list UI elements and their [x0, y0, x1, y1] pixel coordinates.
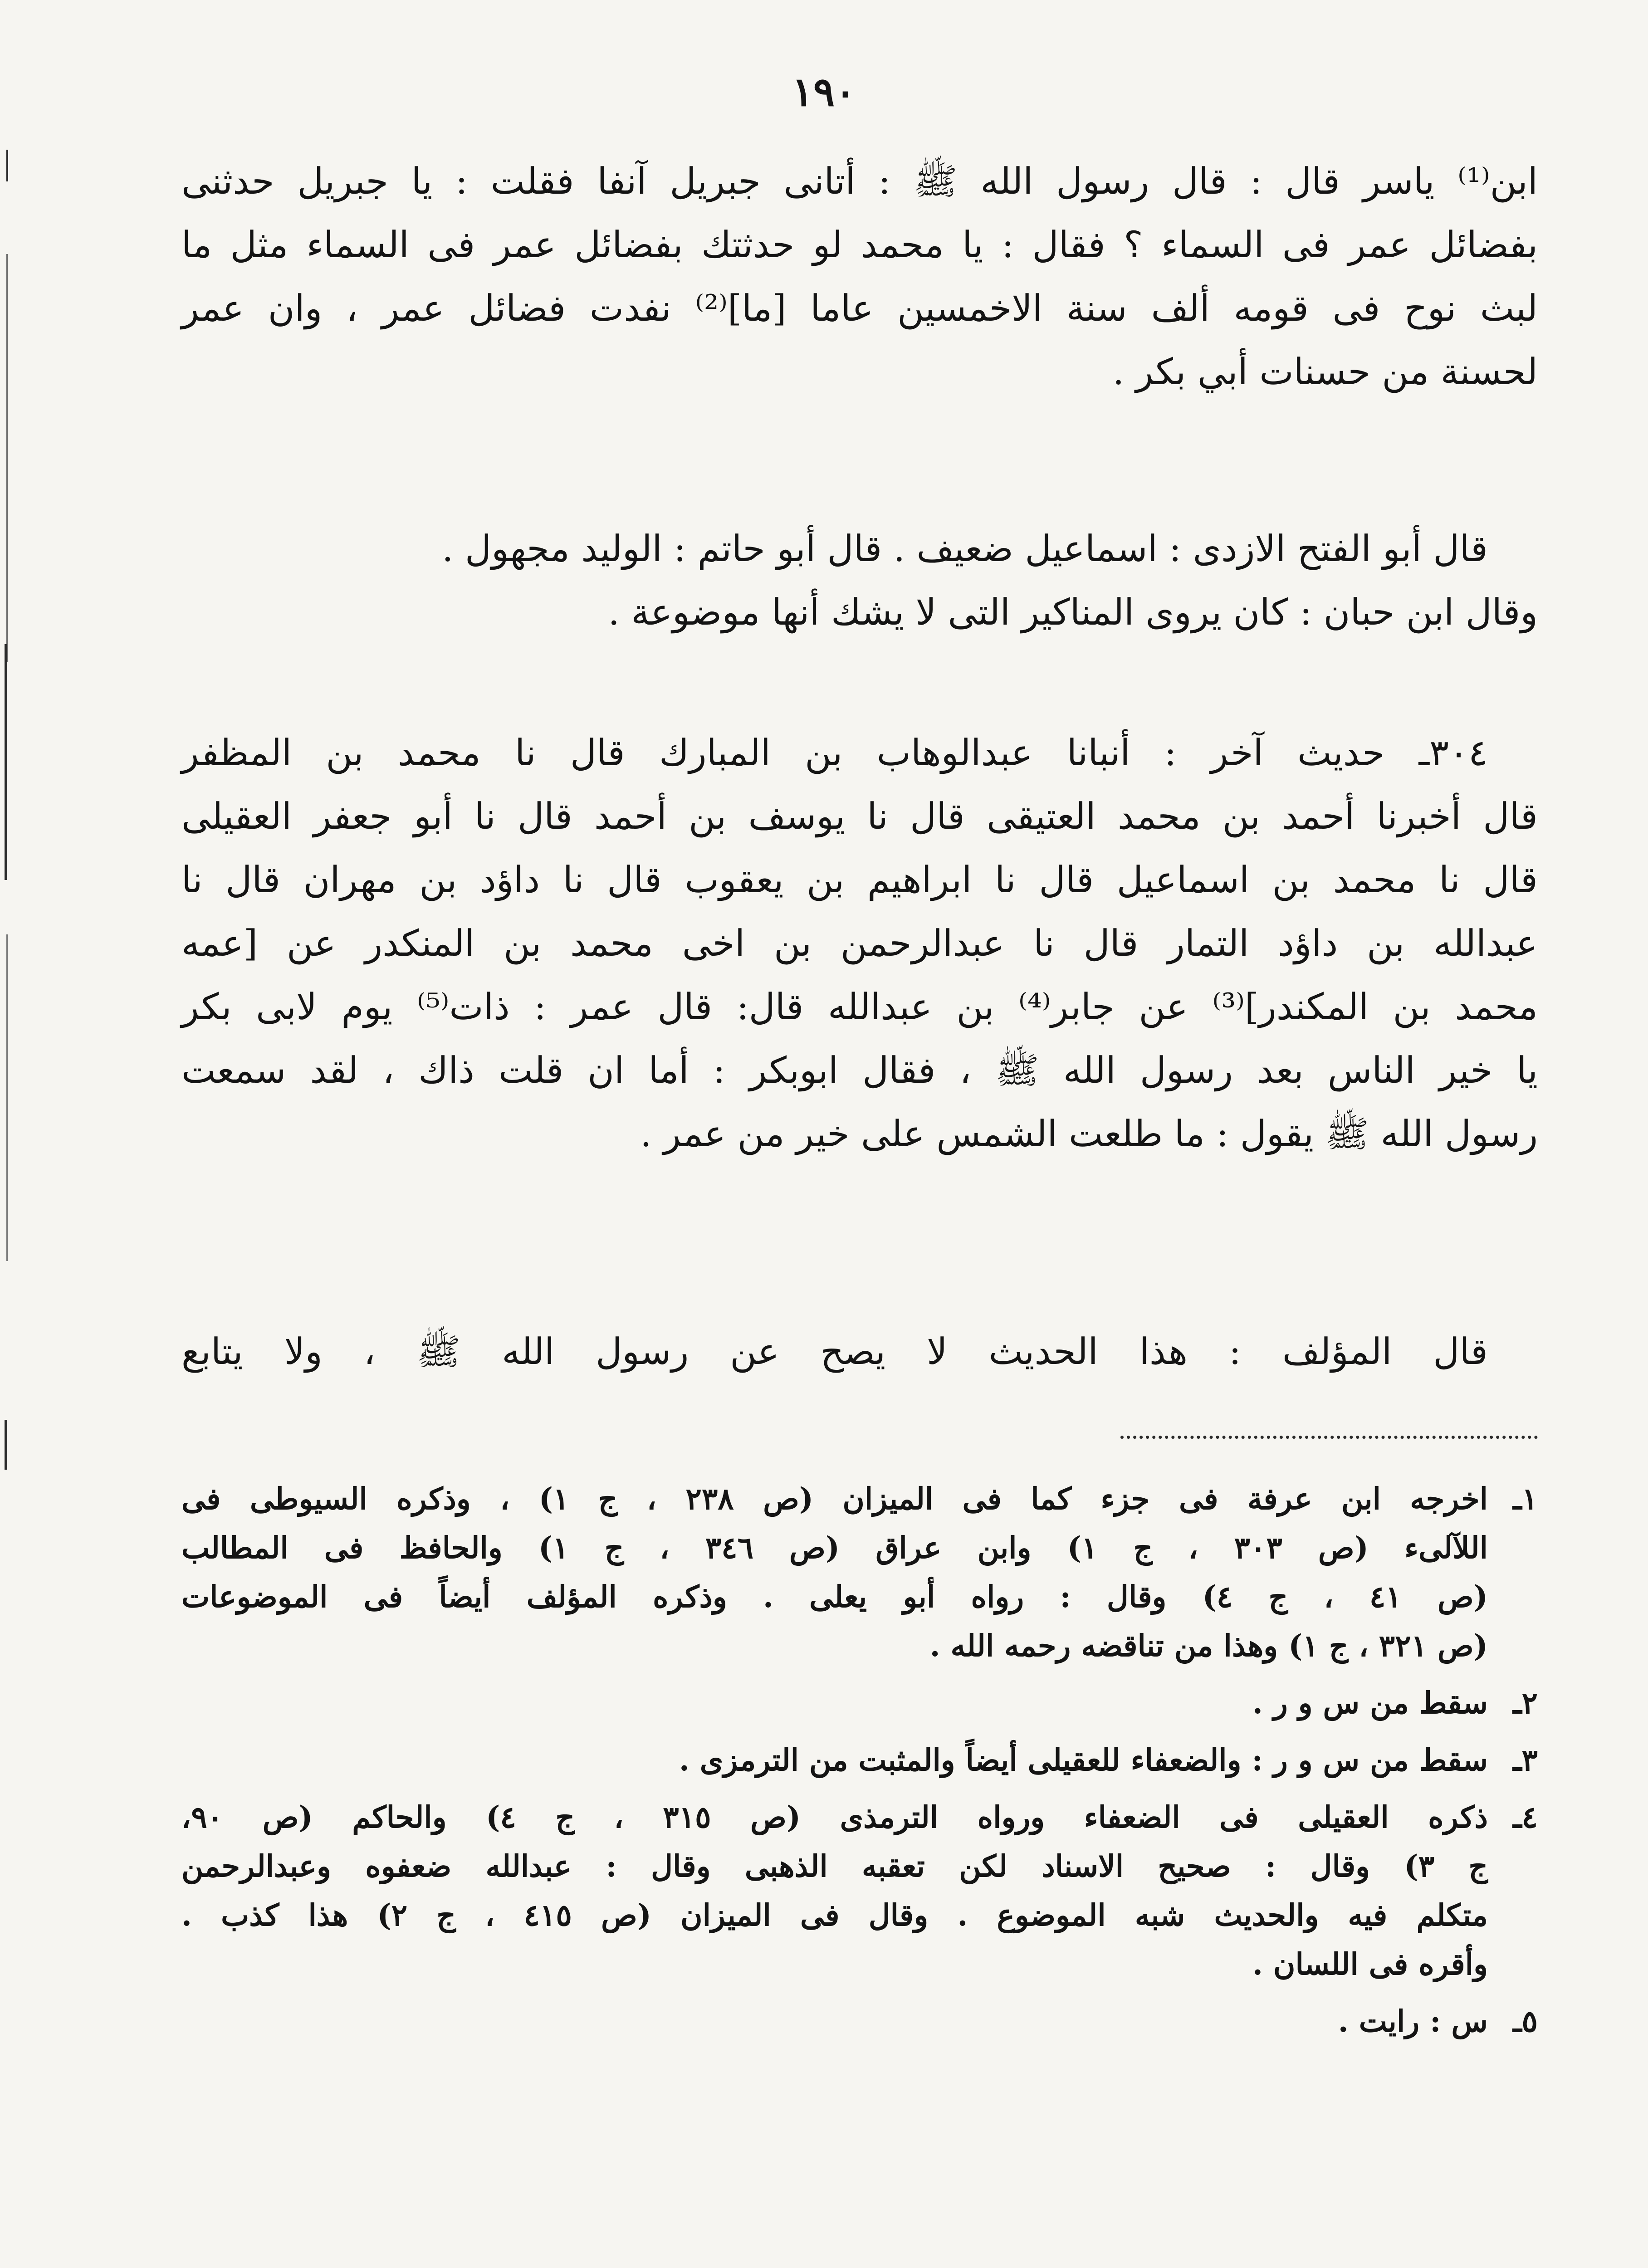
footnote-item [181, 1997, 1538, 2046]
binding-edge-mark [5, 1420, 7, 1470]
footnote-number: ٢ـ [1513, 1685, 1538, 1721]
footnote-text [181, 1793, 1488, 1989]
binding-edge-mark [6, 934, 8, 1261]
text-line: قال أبو الفتح الازدى : اسماعيل ضعيف . قال أبو حاتم : الوليد مجهول . [442, 528, 1488, 570]
footnote-number: ٤ـ [1513, 1799, 1538, 1835]
binding-edge-mark [6, 150, 8, 181]
footnote-item [181, 1735, 1538, 1784]
footnote-line: اخرجه ابن عرفة فى جزء كما فى الميزان (ص ٢٣٨ ، ج ١) ، وذكره السيوطى فى [181, 1481, 1488, 1516]
footnote-line: س : رايت . [1338, 2004, 1488, 2039]
text-line: بفضائل عمر فى السماء ؟ فقال : يا محمد لو حدثتك بفضائل عمر فى السماء مثل ما [181, 224, 1538, 266]
paragraph-hadith-continuation [181, 150, 1538, 404]
text-line: محمد بن المكندر]⁽³⁾ عن جابر⁽⁴⁾ بن عبدالله قال: قال عمر : ذات⁽⁵⁾ يوم لابى بكر [181, 986, 1538, 1028]
footnote-item [181, 1474, 1538, 1670]
footnote-line: سقط من س و ر . [1252, 1685, 1488, 1721]
footnote-item [181, 1678, 1538, 1727]
text-line: قال نا محمد بن اسماعيل قال نا ابراهيم بن يعقوب قال نا داؤد بن مهران قال نا [181, 859, 1538, 901]
footnotes [181, 1474, 1538, 2054]
footnote-number: ٣ـ [1513, 1742, 1538, 1778]
footnote-text [181, 1474, 1488, 1670]
text-line: قال المؤلف : هذا الحديث لا يصح عن رسول الله ﷺ ، ولا يتابع [181, 1330, 1488, 1373]
footnote-line: اللآلىء (ص ٣٠٣ ، ج ١) وابن عراق (ص ٣٤٦ ، ج ١) والحافظ فى المطالب [181, 1530, 1488, 1565]
footnote-line: (ص ٣٢١ ، ج ١) وهذا من تناقضه رحمه الله . [929, 1628, 1488, 1663]
text-line: عبدالله بن داؤد التمار قال نا عبدالرحمن بن اخى محمد بن المنكدر عن [عمه [181, 922, 1538, 964]
text-line: قال أخبرنا أحمد بن محمد العتيقى قال نا يوسف بن أحمد قال نا أبو جعفر العقيلى [181, 795, 1538, 837]
footnote-number: ٥ـ [1513, 2004, 1538, 2039]
footnote-line: ج ٣) وقال : صحيح الاسناد لكن تعقبه الذهبى وقال : عبدالله ضعفوه وعبدالرحمن [181, 1848, 1488, 1884]
footnote-line: (ص ٤١ ، ج ٤) وقال : رواه أبو يعلى . وذكره المؤلف أيضاً فى الموضوعات [181, 1579, 1488, 1614]
binding-edge-mark [5, 644, 7, 880]
paragraph-narrator-criticism [181, 517, 1538, 644]
paragraph-author-comment [181, 1320, 1538, 1383]
text-line: لحسنة من حسنات أبي بكر . [1112, 351, 1538, 393]
text-line: رسول الله ﷺ يقول : ما طلعت الشمس على خير من عمر . [640, 1113, 1538, 1155]
footnote-text [181, 1997, 1488, 2046]
footnote-line: متكلم فيه والحديث شبه الموضوع . وقال فى الميزان (ص ٤١٥ ، ج ٢) هذا كذب . [181, 1897, 1488, 1933]
text-line: وقال ابن حبان : كان يروى المناكير التى لا يشك أنها موضوعة . [608, 591, 1538, 633]
text-line: ابن⁽¹⁾ ياسر قال : قال رسول الله ﷺ : أتانى جبريل آنفا فقلت : يا جبريل حدثنى [181, 160, 1538, 202]
footnote-text [181, 1678, 1488, 1727]
footnote-item [181, 1793, 1538, 1989]
footnote-line: سقط من س و ر : والضعفاء للعقيلى أيضاً والمثبت من الترمزى . [679, 1742, 1488, 1778]
footnote-line: وأقره فى اللسان . [1252, 1946, 1488, 1982]
text-line: يا خير الناس بعد رسول الله ﷺ ، فقال ابوبكر : أما ان قلت ذاك ، لقد سمعت [181, 1049, 1538, 1091]
footnote-divider [1120, 1436, 1538, 1439]
footnote-line: ذكره العقيلى فى الضعفاء ورواه الترمذى (ص ٣١٥ ، ج ٤) والحاكم (ص ٩٠، [181, 1799, 1488, 1835]
footnote-text [181, 1735, 1488, 1784]
text-line: ٣٠٤ـ حديث آخر : أنبانا عبدالوهاب بن المبارك قال نا محمد بن المظفر [181, 732, 1488, 774]
page-number: ١٩٠ [792, 68, 856, 115]
binding-edge-mark [6, 254, 8, 662]
paragraph-hadith-304 [181, 721, 1538, 1166]
footnote-number: ١ـ [1513, 1481, 1538, 1516]
text-line: لبث نوح فى قومه ألف سنة الاخمسين عاما [ما]⁽²⁾ نفدت فضائل عمر ، وان عمر [181, 287, 1538, 329]
